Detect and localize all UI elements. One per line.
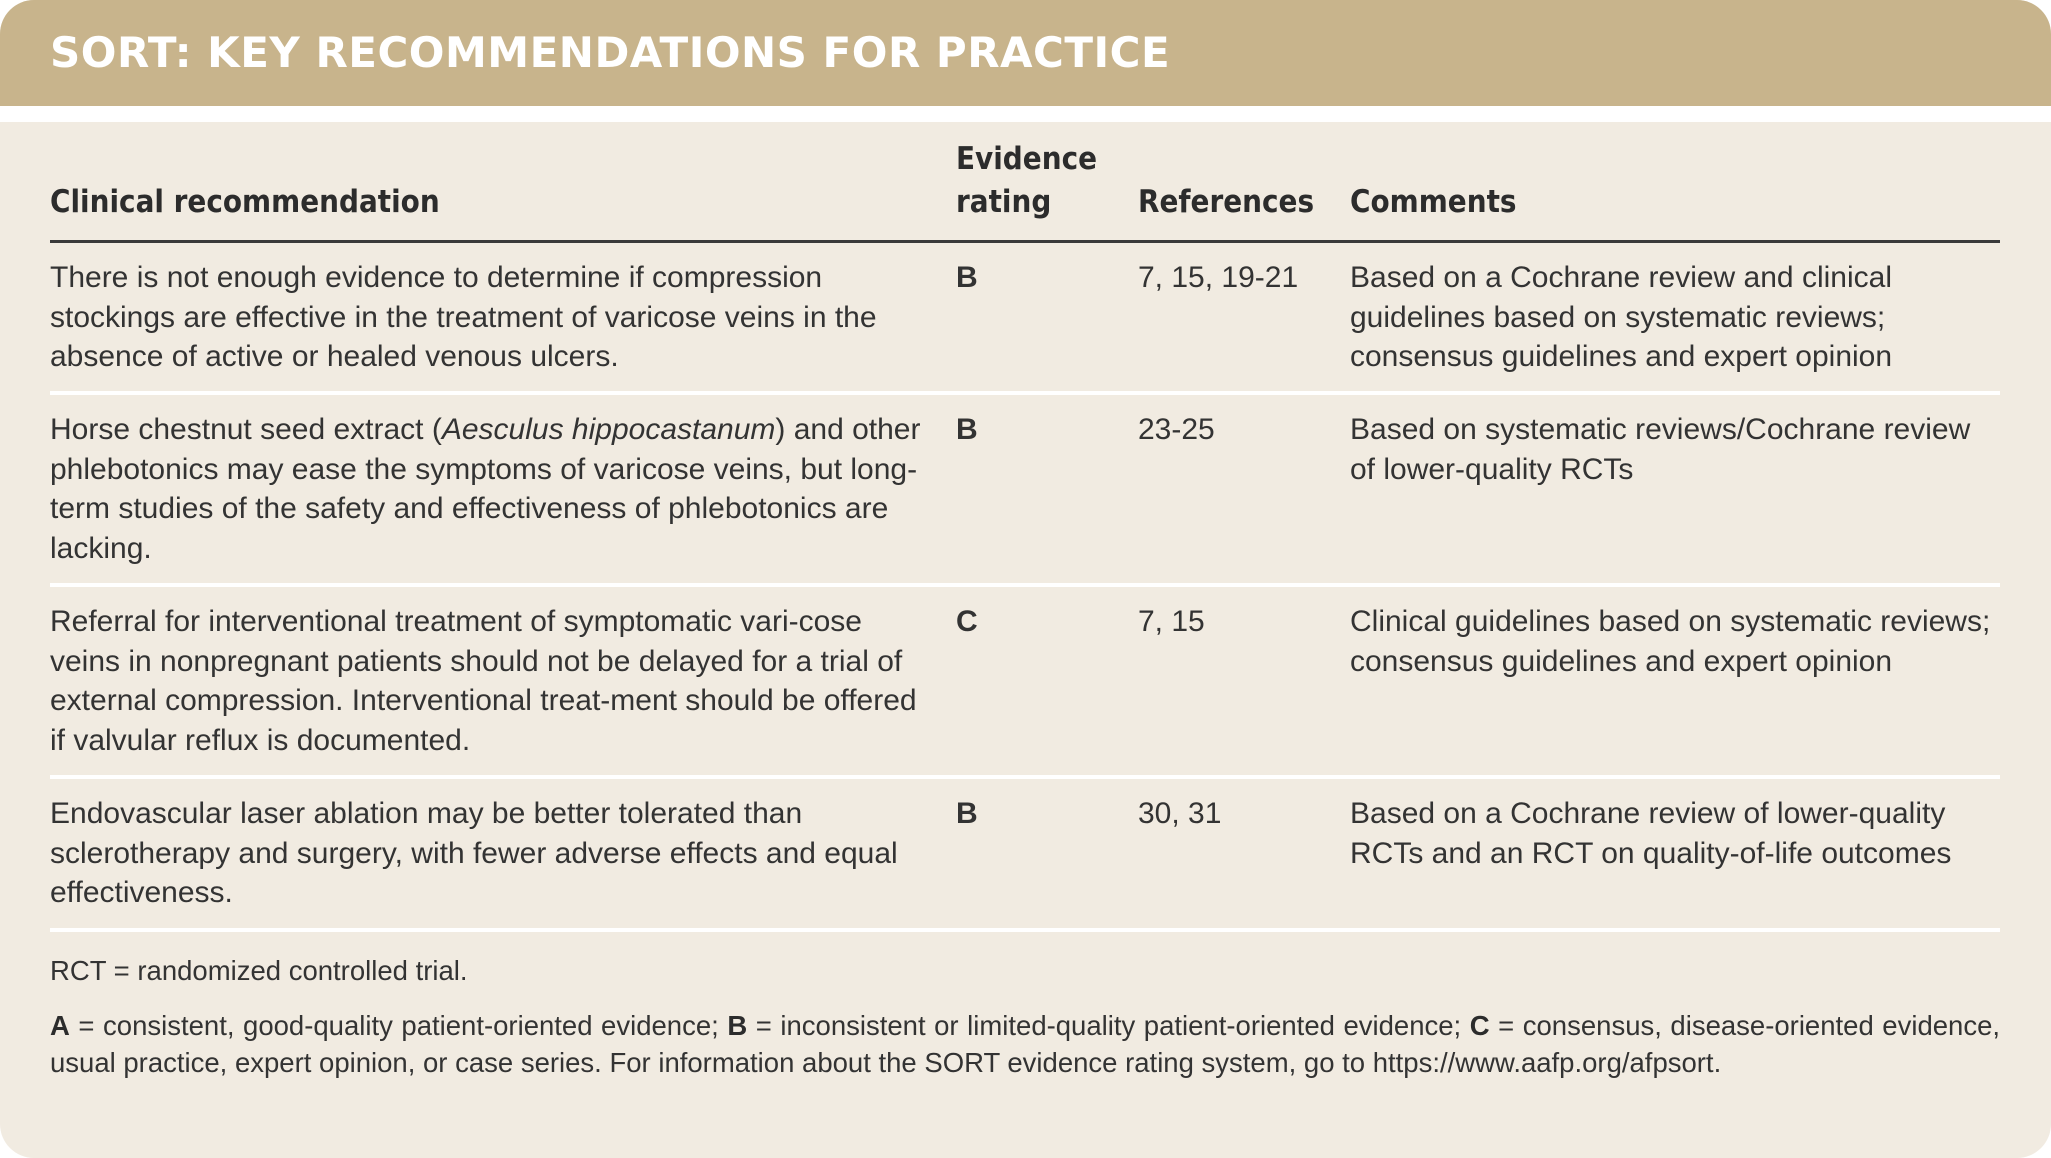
recommendation-cell: There is not enough evidence to determine if compression stockings are effective in the treatment of varicose veins in the absence of active or healed venous ulcers. <box>50 261 877 373</box>
table-row <box>50 243 2000 395</box>
table-header <box>50 122 2000 243</box>
evidence-rating-cell: B <box>956 797 978 830</box>
key-letter-a: A <box>50 1010 70 1041</box>
recommendation-cell <box>50 410 930 568</box>
header-comments: Comments <box>1350 184 1517 220</box>
evidence-rating-cell: B <box>956 413 978 446</box>
table-row <box>50 587 2000 779</box>
references-cell: 23-25 <box>1138 413 1215 446</box>
recommendation-species-name: Aesculus hippocastanum <box>441 413 776 446</box>
evidence-rating-cell: B <box>956 261 978 294</box>
header-references: References <box>1138 184 1315 220</box>
key-text-c: = consensus, disease-oriented evidence, usual practice, expert opinion, or case series. For information about the SORT evidence rating system, go to https://www.aafp.org/afpsort. <box>50 1010 2001 1078</box>
references-cell: 30, 31 <box>1138 797 1222 830</box>
key-text-a: = consistent, good-quality patient-oriented evidence; <box>69 1010 728 1041</box>
evidence-rating-cell: C <box>956 605 978 638</box>
table-row <box>50 395 2000 587</box>
banner-title: SORT: KEY RECOMMENDATIONS FOR PRACTICE <box>50 28 1171 77</box>
banner <box>0 0 2051 106</box>
key-letter-b: B <box>727 1010 748 1041</box>
comments-cell: Based on a Cochrane review and clinical guidelines based on systematic reviews; consensus guidelines and expert opinion <box>1350 261 1893 373</box>
references-cell: 7, 15 <box>1138 605 1205 638</box>
key-letter-c: C <box>1469 1010 1490 1041</box>
banner-divider <box>0 106 2051 122</box>
references-cell: 7, 15, 19-21 <box>1138 261 1299 294</box>
abbreviation-footnote: RCT = randomized controlled trial. <box>50 955 468 986</box>
header-clinical-recommendation: Clinical recommendation <box>50 184 440 220</box>
recommendation-cell: Referral for interventional treatment of symptomatic vari-cose veins in nonpregnant patients should not be delayed for a trial of external compression. Interventional treat-ment should be offered if valvular reflux is documented. <box>50 605 917 757</box>
comments-cell: Clinical guidelines based on systematic reviews; consensus guidelines and expert opinion <box>1350 605 1991 678</box>
header-evidence-rating: Evidence rating <box>956 141 1098 220</box>
recommendation-text: ) and other phlebotonics may ease the symptoms of varicose veins, but long-term studies of the safety and effectiveness of phlebotonics are lacking. <box>50 413 921 565</box>
table-row <box>50 779 2000 932</box>
comments-cell: Based on a Cochrane review of lower-quality RCTs and an RCT on quality-of-life outcomes <box>1350 797 1952 870</box>
table-content <box>50 122 2000 1081</box>
comments-cell: Based on systematic reviews/Cochrane review of lower-quality RCTs <box>1350 413 1971 486</box>
key-text-b: = inconsistent or limited-quality patient-oriented evidence; <box>747 1010 1470 1041</box>
recommendation-cell: Endovascular laser ablation may be better tolerated than sclerotherapy and surgery, with fewer adverse effects and equal effectiveness. <box>50 797 898 909</box>
recommendation-text: Horse chestnut seed extract ( <box>50 413 442 446</box>
evidence-key-footnote <box>50 1007 2000 1081</box>
